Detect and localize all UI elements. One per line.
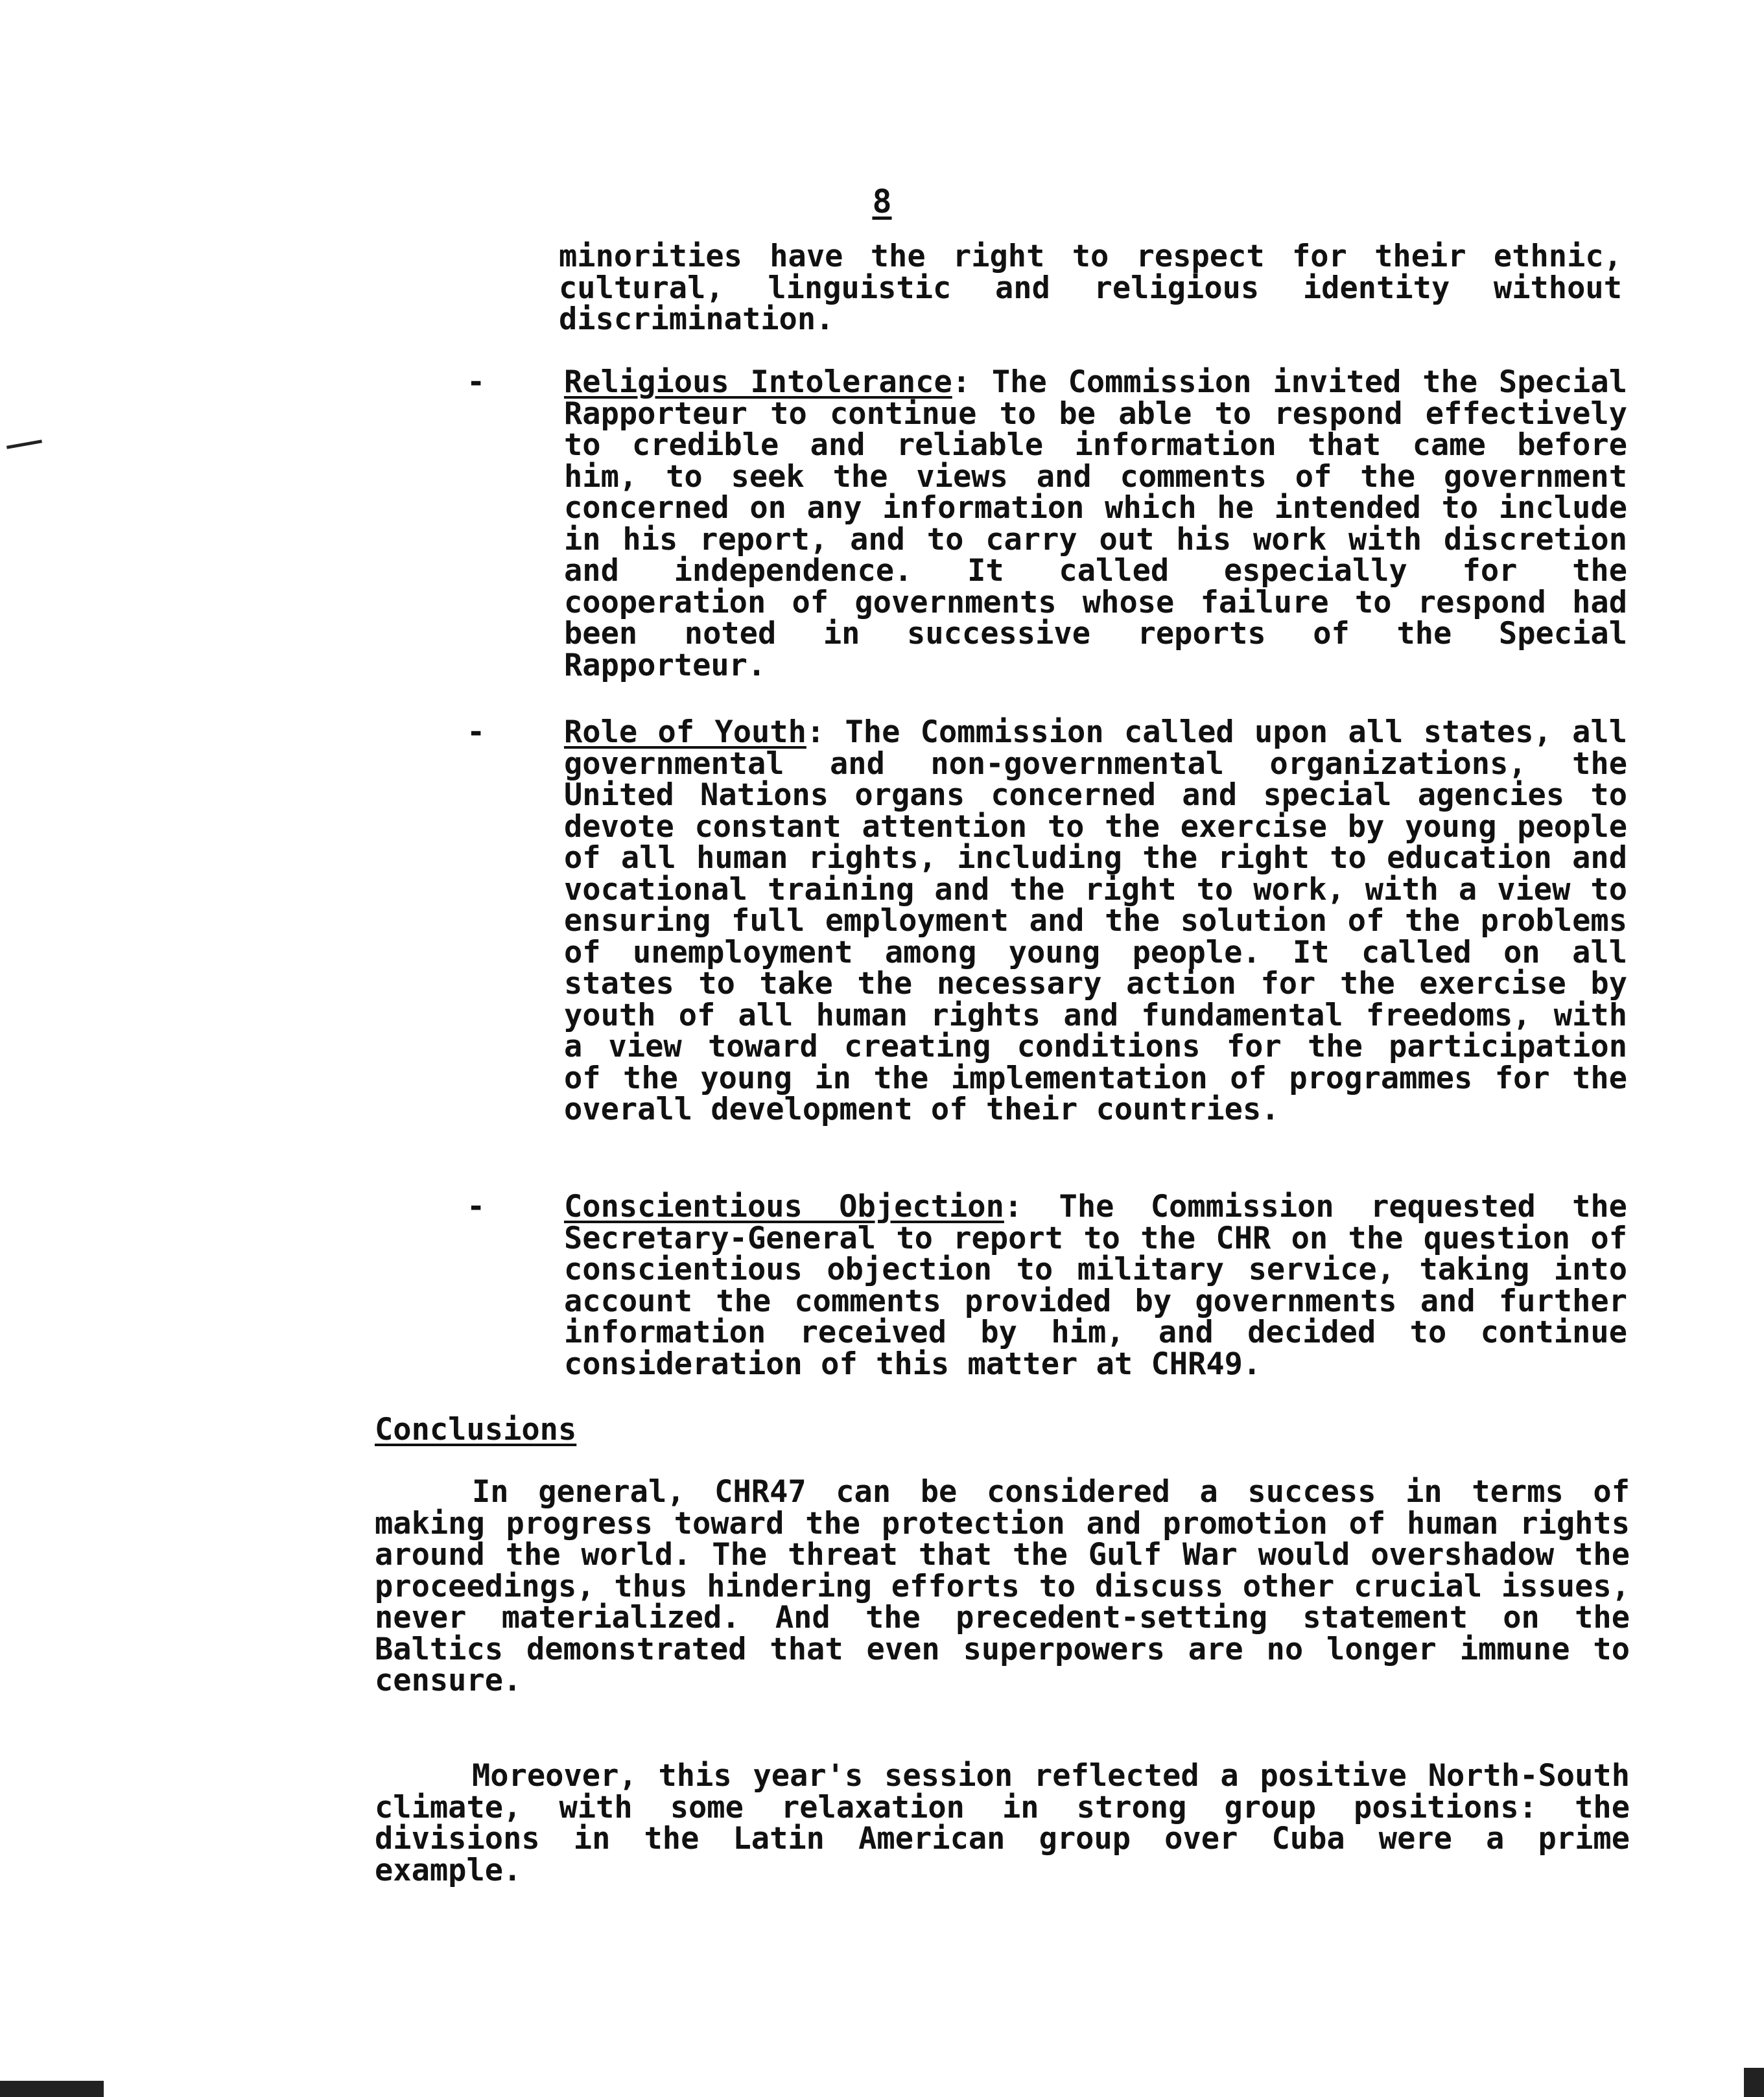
conclusions-text: Moreover, this year's session reflected a positive North-South climate, with some relaxation in strong group positions: the divisions in the Latin American group over Cuba were a prime example.: [375, 1758, 1630, 1888]
bullet-text: The Commission requested the Secretary-General to report to the CHR on the question of conscientious objection to military service, taking into account the comments provided by governments and further information received by him, and decided to continue consideration of this matter at CHR49.: [564, 1189, 1627, 1382]
bullet-heading: Role of Youth: [564, 714, 806, 750]
bullet-dash: -: [467, 1189, 486, 1224]
bullet-colon: :: [952, 364, 971, 400]
conclusions-heading: Conclusions: [375, 1412, 577, 1447]
bullet-colon: :: [1004, 1189, 1023, 1224]
bullet-body: [564, 1191, 1627, 1380]
scan-mark: [0, 2081, 104, 2097]
scan-mark: [1744, 2068, 1764, 2097]
bullet-body: [564, 364, 1627, 683]
continuation-text: minorities have the right to respect for their ethnic, cultural, linguistic and religious identity without discrimination.: [559, 239, 1622, 337]
bullet-colon: :: [806, 714, 825, 750]
conclusions-paragraph-1: [375, 1474, 1630, 1698]
conclusions-paragraph-2: [375, 1758, 1630, 1888]
bullet-heading: Religious Intolerance: [564, 364, 952, 400]
bullet-text: The Commission called upon all states, all governmental and non-governmental organizations, the United Nations organs concerned and special agencies to devote constant attention to the exercise by young people of all human rights, including the right to education and vocational training and the right to work, with a view to ensuring full employment and the solution of the problems of unemployment among young people. It called on all states to take the necessary action for the exercise by youth of all human rights and fundamental freedoms, with a view toward creating conditions for the participation of the young in the implementation of programmes for the overall development of their countries.: [564, 714, 1627, 1127]
page-number: 8: [872, 183, 892, 220]
bullet-role-of-youth: [467, 714, 1627, 1127]
continuation-paragraph: [559, 241, 1622, 336]
bullet-heading: Conscientious Objection: [564, 1189, 1004, 1224]
scan-mark: [6, 439, 42, 449]
bullet-conscientious-objection: [467, 1191, 1627, 1380]
conclusions-text: In general, CHR47 can be considered a success in terms of making progress toward the protection and promotion of human rights around the world. The threat that the Gulf War would overshadow the proceedings, thus hindering efforts to discuss other crucial issues, never materialized. And the precedent-setting statement on the Baltics demonstrated that even superpowers are no longer immune to censure.: [375, 1474, 1630, 1698]
bullet-dash: -: [467, 364, 486, 400]
bullet-religious-intolerance: [467, 364, 1627, 683]
bullet-text: The Commission invited the Special Rapporteur to continue to be able to respond effectively to credible and reliable information that came before him, to seek the views and comments of the government concerned on any information which he intended to include in his report, and to carry out his work with discretion and independence. It called especially for the cooperation of governments whose failure to respond had been noted in successive reports of the Special Rapporteur.: [564, 364, 1627, 683]
bullet-dash: -: [467, 714, 486, 750]
bullet-body: [564, 714, 1627, 1127]
